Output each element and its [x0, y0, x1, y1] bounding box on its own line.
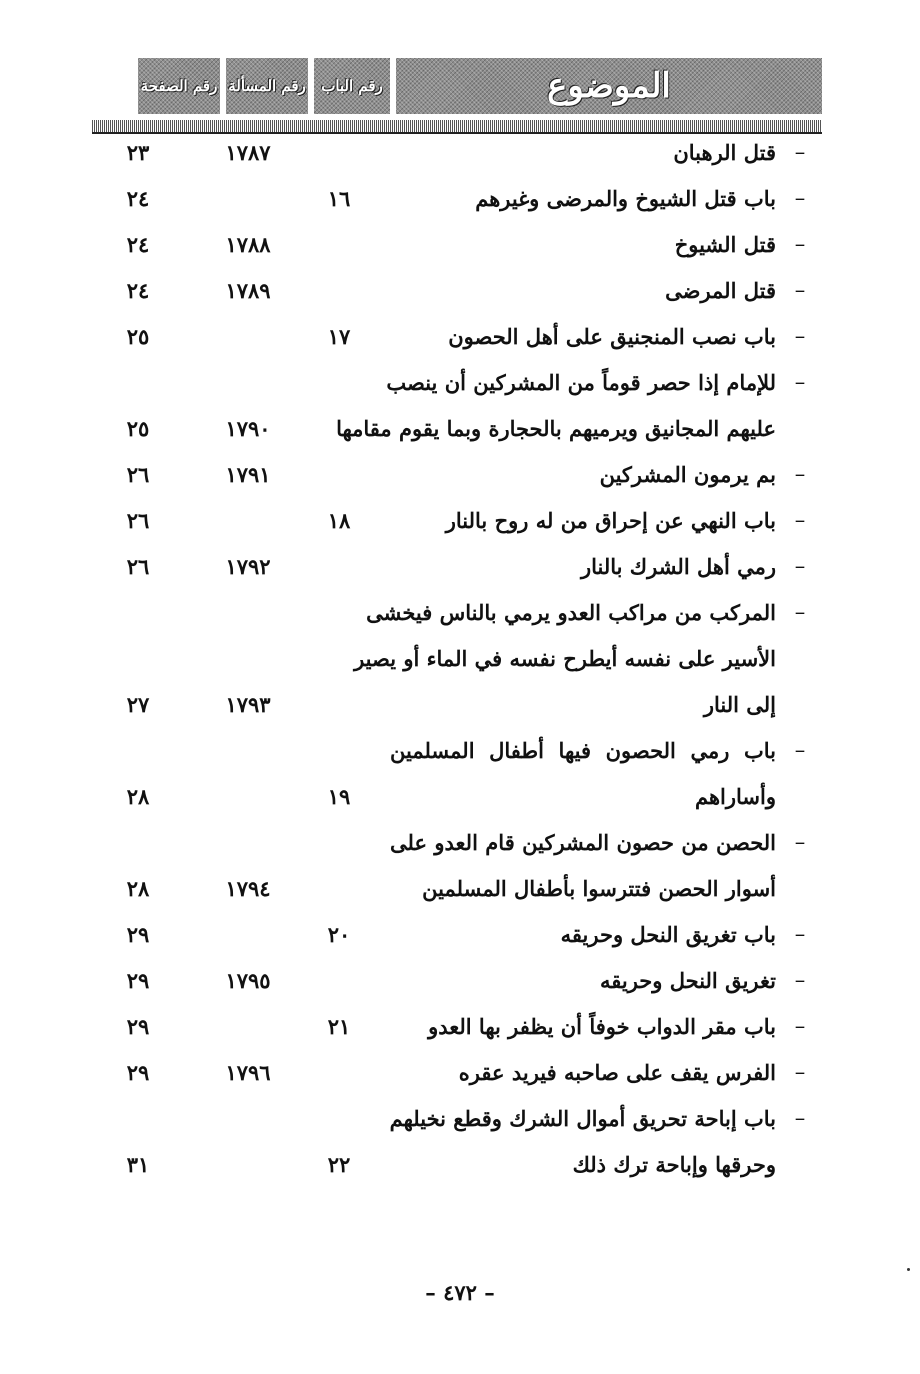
- row-masala-number: ١٧٨٩: [225, 278, 271, 303]
- row-dash: –: [794, 1014, 806, 1038]
- table-row: [0, 1054, 920, 1100]
- row-topic: وأساراهم: [695, 784, 776, 809]
- row-page-number: ٢٨: [126, 784, 150, 809]
- row-topic: أسوار الحصن فتترسوا بأطفال المسلمين: [422, 876, 776, 901]
- page-number: – ٤٧٢ –: [425, 1280, 495, 1305]
- row-page-number: ٢٩: [126, 1060, 150, 1085]
- row-dash: –: [794, 370, 806, 394]
- row-page-number: ٢٣: [126, 140, 150, 165]
- row-topic: باب تغريق النحل وحريقه: [560, 922, 776, 947]
- row-topic: باب إباحة تحريق أموال الشرك وقطع نخيلهم: [389, 1106, 776, 1131]
- row-topic: وحرقها وإباحة ترك ذلك: [572, 1152, 776, 1177]
- row-dash: –: [794, 186, 806, 210]
- row-topic: عليهم المجانيق ويرميهم بالحجارة وبما يقوم مقامها: [336, 416, 776, 441]
- table-row: [0, 732, 920, 778]
- row-topic: باب النهي عن إحراق من له روح بالنار: [445, 508, 776, 533]
- row-page-number: ٢٩: [126, 922, 150, 947]
- row-topic: الفرس يقف على صاحبه فيريد عقره: [458, 1060, 776, 1085]
- table-row: [0, 456, 920, 502]
- row-bab-number: ١٨: [327, 508, 351, 533]
- row-topic: إلى النار: [703, 692, 776, 717]
- row-page-number: ٢٤: [126, 186, 150, 211]
- row-dash: –: [794, 508, 806, 532]
- row-page-number: ٢٨: [126, 876, 150, 901]
- table-row: [0, 364, 920, 410]
- row-topic: باب مقر الدواب خوفاً أن يظفر بها العدو: [428, 1014, 776, 1039]
- table-row: [0, 502, 920, 548]
- header-bab-number: رقم الباب: [314, 58, 390, 114]
- row-page-number: ٢٦: [126, 508, 150, 533]
- row-bab-number: ١٦: [327, 186, 351, 211]
- row-dash: –: [794, 462, 806, 486]
- header-masala-number: رقم المسألة: [226, 58, 308, 114]
- row-page-number: ٢٧: [126, 692, 150, 717]
- row-page-number: ٢٦: [126, 462, 150, 487]
- row-page-number: ٢٥: [126, 324, 150, 349]
- table-row: [0, 870, 920, 916]
- row-bab-number: ٢٠: [327, 922, 351, 947]
- table-row: [0, 1146, 920, 1192]
- row-topic: باب نصب المنجنيق على أهل الحصون: [448, 324, 776, 349]
- row-topic: قتل المرضى: [665, 278, 776, 303]
- table-row: [0, 410, 920, 456]
- table-row: [0, 594, 920, 640]
- table-row: [0, 778, 920, 824]
- row-masala-number: ١٧٩٣: [225, 692, 271, 717]
- table-row: [0, 226, 920, 272]
- row-dash: –: [794, 1060, 806, 1084]
- row-bab-number: ٢٢: [327, 1152, 351, 1177]
- row-dash: –: [794, 278, 806, 302]
- row-topic: تغريق النحل وحريقه: [599, 968, 776, 993]
- row-masala-number: ١٧٩٦: [225, 1060, 271, 1085]
- row-dash: –: [794, 1106, 806, 1130]
- row-dash: –: [794, 324, 806, 348]
- row-topic: الحصن من حصون المشركين قام العدو على: [390, 830, 776, 855]
- row-topic: باب رمي الحصون فيها أطفال المسلمين: [390, 738, 776, 763]
- header-page-number: رقم الصفحة: [138, 58, 220, 114]
- table-row: [0, 548, 920, 594]
- row-page-number: ٢٤: [126, 232, 150, 257]
- row-topic: قتل الرهبان: [673, 140, 776, 165]
- table-row: [0, 916, 920, 962]
- table-row: [0, 180, 920, 226]
- row-topic: قتل الشيوخ: [674, 232, 776, 257]
- row-dash: –: [794, 830, 806, 854]
- row-masala-number: ١٧٨٨: [225, 232, 271, 257]
- row-dash: –: [794, 922, 806, 946]
- header-rule: [92, 120, 822, 134]
- table-header: [92, 58, 822, 124]
- row-bab-number: ٢١: [327, 1014, 351, 1039]
- row-masala-number: ١٧٩٥: [225, 968, 271, 993]
- row-dash: –: [794, 140, 806, 164]
- row-dash: –: [794, 554, 806, 578]
- row-page-number: ٣١: [126, 1152, 150, 1177]
- index-rows: [0, 134, 920, 1192]
- row-bab-number: ١٧: [327, 324, 351, 349]
- row-page-number: ٢٤: [126, 278, 150, 303]
- row-dash: –: [794, 232, 806, 256]
- table-row: [0, 686, 920, 732]
- row-topic: رمي أهل الشرك بالنار: [580, 554, 776, 579]
- row-masala-number: ١٧٩٢: [225, 554, 271, 579]
- table-row: [0, 272, 920, 318]
- row-page-number: ٢٩: [126, 968, 150, 993]
- row-topic: بم يرمون المشركين: [599, 462, 776, 487]
- row-page-number: ٢٥: [126, 416, 150, 441]
- row-masala-number: ١٧٩٠: [225, 416, 271, 441]
- row-topic: المركب من مراكب العدو يرمي بالناس فيخشى: [366, 600, 776, 625]
- table-row: [0, 824, 920, 870]
- table-row: [0, 962, 920, 1008]
- row-topic: للإمام إذا حصر قوماً من المشركين أن ينصب: [386, 370, 776, 395]
- row-dash: –: [794, 600, 806, 624]
- row-topic: باب قتل الشيوخ والمرضى وغيرهم: [475, 186, 776, 211]
- row-masala-number: ١٧٩١: [225, 462, 271, 487]
- row-masala-number: ١٧٨٧: [225, 140, 271, 165]
- row-dash: –: [794, 968, 806, 992]
- table-row: [0, 1100, 920, 1146]
- header-topic: الموضوع: [396, 58, 822, 114]
- row-dash: –: [794, 738, 806, 762]
- row-masala-number: ١٧٩٤: [225, 876, 271, 901]
- table-row: [0, 134, 920, 180]
- row-bab-number: ١٩: [327, 784, 351, 809]
- row-page-number: ٢٦: [126, 554, 150, 579]
- table-row: [0, 640, 920, 686]
- table-row: [0, 1008, 920, 1054]
- table-row: [0, 318, 920, 364]
- row-page-number: ٢٩: [126, 1014, 150, 1039]
- row-topic: الأسير على نفسه أيطرح نفسه في الماء أو يصير: [354, 646, 776, 671]
- scan-speck: [907, 1268, 910, 1271]
